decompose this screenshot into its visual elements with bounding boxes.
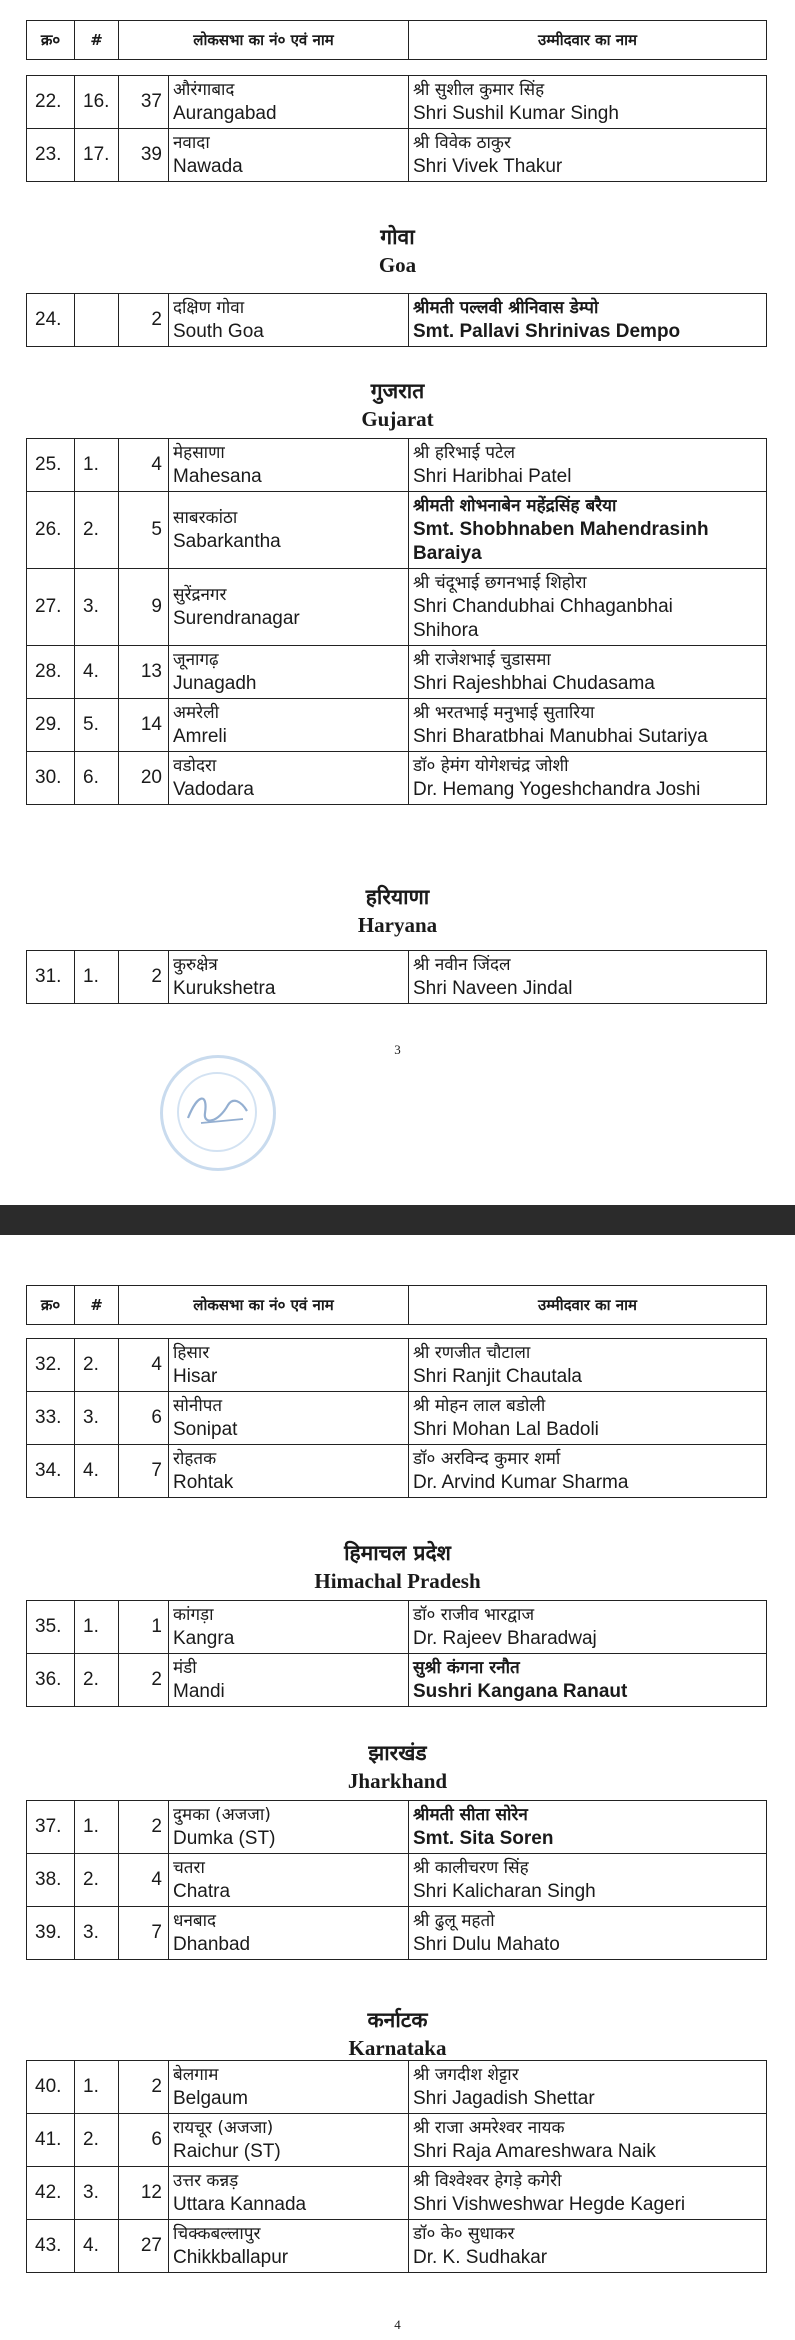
- state-index: 1.: [75, 2061, 119, 2114]
- candidate-name-hindi: डॉ० के० सुधाकर: [413, 2224, 515, 2244]
- constituency-name-hindi: अमरेली: [173, 703, 220, 723]
- candidate-name-english: Shri Ranjit Chautala: [413, 1366, 582, 1387]
- constituency-name-hindi: चिक्कबल्लापुर: [173, 2224, 261, 2244]
- state-name-english: Himachal Pradesh: [314, 1569, 481, 1593]
- constituency-number: 2: [119, 1654, 169, 1707]
- candidate-name: [409, 1445, 767, 1498]
- candidate-name-hindi: श्रीमती शोभनाबेन महेंद्रसिंह बरैया: [413, 496, 617, 516]
- constituency-name: [169, 1854, 409, 1907]
- constituency-number: 6: [119, 1392, 169, 1445]
- table-row: [27, 1854, 767, 1907]
- constituency-number: 6: [119, 2114, 169, 2167]
- state-name-hindi: झारखंड: [368, 1741, 427, 1765]
- constituency-number: 2: [119, 951, 169, 1004]
- state-index: 2.: [75, 1854, 119, 1907]
- candidate-name-hindi: श्री सुशील कुमार सिंह: [413, 80, 545, 100]
- candidate-name: [409, 1907, 767, 1960]
- constituency-name-hindi: सुरेंद्रनगर: [173, 585, 227, 605]
- candidate-name-hindi: श्री नवीन जिंदल: [413, 955, 511, 975]
- page-number: 3: [394, 1042, 401, 1057]
- constituency-name: [169, 1392, 409, 1445]
- serial-number: 39.: [27, 1907, 75, 1960]
- candidate-name-hindi: श्री कालीचरण सिंह: [413, 1858, 529, 1878]
- candidate-name-hindi: श्री रणजीत चौटाला: [413, 1343, 531, 1363]
- constituency-number: 4: [119, 439, 169, 492]
- table-row: [27, 129, 767, 182]
- candidate-name-hindi: डॉ० हेमंग योगेशचंद्र जोशी: [413, 756, 569, 776]
- candidate-name: [409, 752, 767, 805]
- constituency-name: [169, 2114, 409, 2167]
- candidate-name-hindi: श्री ढुलू महतो: [413, 1911, 495, 1931]
- state-index: 1.: [75, 439, 119, 492]
- table-row: [27, 1801, 767, 1854]
- candidate-name-hindi: डॉ० राजीव भारद्वाज: [413, 1605, 535, 1625]
- header-hash: #: [75, 21, 119, 60]
- candidate-table: [26, 293, 767, 347]
- candidate-name-english: Shri Jagadish Shettar: [413, 2088, 595, 2109]
- serial-number: 34.: [27, 1445, 75, 1498]
- candidate-name: [409, 569, 767, 646]
- candidate-table: [26, 438, 767, 805]
- constituency-name-hindi: कुरुक्षेत्र: [173, 955, 218, 975]
- constituency-name-hindi: जूनागढ़: [173, 650, 219, 670]
- constituency-name-english: Chikkballapur: [173, 2247, 289, 2268]
- constituency-name: [169, 2167, 409, 2220]
- candidate-name-hindi: श्री भरतभाई मनुभाई सुतारिया: [413, 703, 595, 723]
- state-index: 6.: [75, 752, 119, 805]
- state-name-hindi: गुजरात: [370, 379, 425, 403]
- candidate-name: [409, 1654, 767, 1707]
- constituency-number: 5: [119, 492, 169, 569]
- candidate-name-english: Dr. Hemang Yogeshchandra Joshi: [413, 779, 701, 800]
- table-row: [27, 1339, 767, 1392]
- serial-number: 41.: [27, 2114, 75, 2167]
- constituency-name-hindi: दक्षिण गोवा: [173, 298, 245, 318]
- serial-number: 31.: [27, 951, 75, 1004]
- constituency-number: 2: [119, 294, 169, 347]
- state-name-english: Gujarat: [361, 407, 434, 431]
- candidate-name-hindi: श्री जगदीश शेट्टार: [413, 2065, 519, 2085]
- constituency-name-english: Rohtak: [173, 1472, 234, 1493]
- constituency-name-hindi: औरंगाबाद: [173, 80, 235, 100]
- constituency-name-english: Junagadh: [173, 673, 257, 694]
- constituency-name: [169, 752, 409, 805]
- candidate-name: [409, 2061, 767, 2114]
- serial-number: 25.: [27, 439, 75, 492]
- constituency-name: [169, 1601, 409, 1654]
- constituency-name-english: Uttara Kannada: [173, 2194, 307, 2215]
- candidate-name-hindi: श्री हरिभाई पटेल: [413, 443, 516, 463]
- candidate-name-english-cont: Baraiya: [413, 543, 482, 564]
- candidate-name-hindi: श्री मोहन लाल बडोली: [413, 1396, 546, 1416]
- constituency-name-english: Hisar: [173, 1366, 218, 1387]
- candidate-name: [409, 492, 767, 569]
- constituency-name: [169, 569, 409, 646]
- serial-number: 36.: [27, 1654, 75, 1707]
- table-row: [27, 439, 767, 492]
- state-index: 4.: [75, 1445, 119, 1498]
- candidate-table: [26, 950, 767, 1004]
- constituency-name: [169, 1339, 409, 1392]
- candidate-name-hindi: श्री चंदूभाई छगनभाई शिहोरा: [413, 573, 587, 593]
- candidate-name-hindi: श्री विवेक ठाकुर: [413, 133, 511, 153]
- constituency-number: 14: [119, 699, 169, 752]
- constituency-name-hindi: कांगड़ा: [173, 1605, 214, 1625]
- state-name-english: Haryana: [357, 913, 438, 937]
- constituency-name: [169, 1654, 409, 1707]
- table-row: [27, 951, 767, 1004]
- constituency-name: [169, 699, 409, 752]
- serial-number: 26.: [27, 492, 75, 569]
- constituency-name-hindi: दुमका (अजजा): [173, 1805, 271, 1825]
- state-index: 1.: [75, 951, 119, 1004]
- candidate-name-english: Smt. Sita Soren: [413, 1828, 554, 1849]
- state-index: 4.: [75, 646, 119, 699]
- constituency-name: [169, 646, 409, 699]
- state-index: 17.: [75, 129, 119, 182]
- constituency-name-hindi: उत्तर कन्नड़: [173, 2171, 239, 2191]
- state-index: 3.: [75, 2167, 119, 2220]
- serial-number: 37.: [27, 1801, 75, 1854]
- table-row: [27, 294, 767, 347]
- candidate-name-hindi: श्री राजा अमरेश्वर नायक: [413, 2118, 565, 2138]
- constituency-name-english: Amreli: [173, 726, 227, 747]
- candidate-name-english: Shri Raja Amareshwara Naik: [413, 2141, 656, 2162]
- constituency-name-hindi: चतरा: [173, 1858, 205, 1878]
- header-constituency: लोकसभा का नं० एवं नाम: [119, 21, 409, 60]
- constituency-name-english: Nawada: [173, 156, 243, 177]
- constituency-name-english: Chatra: [173, 1881, 231, 1902]
- constituency-number: 9: [119, 569, 169, 646]
- state-index: 1.: [75, 1801, 119, 1854]
- candidate-name: [409, 2114, 767, 2167]
- state-name-hindi: हरियाणा: [365, 885, 430, 909]
- constituency-name-hindi: नवादा: [173, 133, 210, 153]
- candidate-name-english: Shri Naveen Jindal: [413, 978, 573, 999]
- candidate-name-english: Shri Bharatbhai Manubhai Sutariya: [413, 726, 708, 747]
- page-separator: [0, 1205, 795, 1235]
- constituency-name: [169, 2061, 409, 2114]
- state-name-english: Goa: [378, 253, 417, 277]
- serial-number: 42.: [27, 2167, 75, 2220]
- candidate-table: [26, 1338, 767, 1498]
- constituency-name-english: Mahesana: [173, 466, 262, 487]
- constituency-number: 20: [119, 752, 169, 805]
- state-name-english: Karnataka: [348, 2036, 447, 2060]
- state-name-english: Jharkhand: [347, 1769, 448, 1793]
- column-header: [26, 20, 767, 60]
- candidate-name: [409, 2220, 767, 2273]
- page-number: 4: [394, 2317, 401, 2332]
- constituency-name-english: Kurukshetra: [173, 978, 276, 999]
- candidate-name-english: Smt. Pallavi Shrinivas Dempo: [413, 321, 681, 342]
- constituency-name: [169, 294, 409, 347]
- candidate-name-english: Shri Sushil Kumar Singh: [413, 103, 619, 124]
- state-heading-gujarat: [0, 376, 795, 432]
- serial-number: 24.: [27, 294, 75, 347]
- candidate-name: [409, 1601, 767, 1654]
- candidate-name-english: Shri Rajeshbhai Chudasama: [413, 673, 655, 694]
- table-row: [27, 76, 767, 129]
- official-seal: [160, 1055, 276, 1171]
- candidate-table: [26, 2060, 767, 2273]
- state-heading-haryana: [0, 882, 795, 938]
- candidate-name-english: Shri Vivek Thakur: [413, 156, 563, 177]
- constituency-name: [169, 439, 409, 492]
- candidate-name-english: Shri Mohan Lal Badoli: [413, 1419, 599, 1440]
- table-row: [27, 2220, 767, 2273]
- state-index: 3.: [75, 569, 119, 646]
- serial-number: 35.: [27, 1601, 75, 1654]
- table-row: [27, 646, 767, 699]
- candidate-name-english: Shri Chandubhai Chhaganbhai: [413, 596, 673, 617]
- candidate-name-english: Dr. Rajeev Bharadwaj: [413, 1628, 597, 1649]
- table-row: [27, 492, 767, 569]
- constituency-name: [169, 951, 409, 1004]
- candidate-name: [409, 699, 767, 752]
- table-row: [27, 2114, 767, 2167]
- constituency-name: [169, 76, 409, 129]
- state-index: 16.: [75, 76, 119, 129]
- candidate-name: [409, 439, 767, 492]
- constituency-name: [169, 1907, 409, 1960]
- serial-number: 29.: [27, 699, 75, 752]
- constituency-number: 37: [119, 76, 169, 129]
- constituency-name-english: Dhanbad: [173, 1934, 251, 1955]
- candidate-name: [409, 1801, 767, 1854]
- constituency-name-hindi: बेलगाम: [173, 2065, 219, 2085]
- table-row: [27, 1445, 767, 1498]
- constituency-name-english: Mandi: [173, 1681, 225, 1702]
- column-header: [26, 1285, 767, 1325]
- candidate-name: [409, 646, 767, 699]
- constituency-name-english: Dumka (ST): [173, 1828, 276, 1849]
- serial-number: 22.: [27, 76, 75, 129]
- header-candidate: उम्मीदवार का नाम: [409, 21, 767, 60]
- header-serial: क्र०: [27, 1286, 75, 1325]
- state-index: 3.: [75, 1907, 119, 1960]
- candidate-name: [409, 76, 767, 129]
- constituency-number: 1: [119, 1601, 169, 1654]
- constituency-name-english: Sabarkantha: [173, 531, 281, 552]
- constituency-name-english: Raichur (ST): [173, 2141, 281, 2162]
- constituency-name: [169, 1801, 409, 1854]
- candidate-name-english: Shri Vishweshwar Hegde Kageri: [413, 2194, 686, 2215]
- table-row: [27, 569, 767, 646]
- candidate-name: [409, 1392, 767, 1445]
- constituency-name: [169, 492, 409, 569]
- candidate-name-hindi: श्रीमती पल्लवी श्रीनिवास डेम्पो: [413, 298, 599, 318]
- constituency-name-english: Kangra: [173, 1628, 235, 1649]
- header-constituency: लोकसभा का नं० एवं नाम: [119, 1286, 409, 1325]
- state-name-hindi: हिमाचल प्रदेश: [344, 1541, 451, 1565]
- constituency-name-hindi: सोनीपत: [173, 1396, 223, 1416]
- candidate-name: [409, 1854, 767, 1907]
- candidate-name-hindi: श्रीमती सीता सोरेन: [413, 1805, 528, 1825]
- candidate-name: [409, 129, 767, 182]
- table-row: [27, 2061, 767, 2114]
- candidate-name-english: Dr. K. Sudhakar: [413, 2247, 548, 2268]
- constituency-name-hindi: हिसार: [173, 1343, 210, 1363]
- constituency-name: [169, 129, 409, 182]
- state-heading-goa: [0, 222, 795, 278]
- constituency-number: 13: [119, 646, 169, 699]
- constituency-name-hindi: धनबाद: [173, 1911, 217, 1931]
- table-row: [27, 699, 767, 752]
- constituency-number: 7: [119, 1445, 169, 1498]
- constituency-number: 2: [119, 1801, 169, 1854]
- constituency-number: 39: [119, 129, 169, 182]
- state-index: 5.: [75, 699, 119, 752]
- serial-number: 33.: [27, 1392, 75, 1445]
- serial-number: 32.: [27, 1339, 75, 1392]
- constituency-name-english: Belgaum: [173, 2088, 248, 2109]
- signature-icon: [183, 1083, 253, 1133]
- candidate-name-hindi: श्री विश्वेश्वर हेगड़े कगेरी: [413, 2171, 562, 2191]
- serial-number: 43.: [27, 2220, 75, 2273]
- table-row: [27, 1654, 767, 1707]
- constituency-name-hindi: साबरकांठा: [173, 508, 238, 528]
- constituency-number: 4: [119, 1339, 169, 1392]
- constituency-name-hindi: वडोदरा: [173, 756, 217, 776]
- serial-number: 30.: [27, 752, 75, 805]
- state-heading-karnataka: [0, 2005, 795, 2061]
- candidate-name: [409, 2167, 767, 2220]
- constituency-name-english: Vadodara: [173, 779, 254, 800]
- header-hash: #: [75, 1286, 119, 1325]
- document-page-4: [0, 1235, 795, 2340]
- constituency-number: 12: [119, 2167, 169, 2220]
- table-row: [27, 1907, 767, 1960]
- constituency-name-hindi: मंडी: [173, 1658, 197, 1678]
- table-row: [27, 1601, 767, 1654]
- constituency-name-hindi: मेहसाणा: [173, 443, 225, 463]
- constituency-name: [169, 1445, 409, 1498]
- state-index: [75, 294, 119, 347]
- state-heading-himachal: [0, 1538, 795, 1594]
- candidate-table: [26, 1600, 767, 1707]
- candidate-table: [26, 1800, 767, 1960]
- state-index: 1.: [75, 1601, 119, 1654]
- candidate-name-english: Sushri Kangana Ranaut: [413, 1681, 628, 1702]
- candidate-name-english: Shri Haribhai Patel: [413, 466, 572, 487]
- candidate-name-hindi: सुश्री कंगना रनौत: [413, 1658, 520, 1678]
- state-index: 2.: [75, 1654, 119, 1707]
- state-name-hindi: कर्नाटक: [367, 2008, 428, 2032]
- state-index: 2.: [75, 1339, 119, 1392]
- constituency-name-english: Sonipat: [173, 1419, 238, 1440]
- candidate-table: [26, 75, 767, 182]
- serial-number: 40.: [27, 2061, 75, 2114]
- state-index: 2.: [75, 492, 119, 569]
- constituency-name-english: Aurangabad: [173, 103, 277, 124]
- state-index: 3.: [75, 1392, 119, 1445]
- state-name-hindi: गोवा: [380, 225, 415, 249]
- constituency-name-hindi: रायचूर (अजजा): [173, 2118, 274, 2138]
- constituency-number: 4: [119, 1854, 169, 1907]
- candidate-name-english-cont: Shihora: [413, 620, 479, 641]
- serial-number: 38.: [27, 1854, 75, 1907]
- header-serial: क्र०: [27, 21, 75, 60]
- candidate-name-english: Smt. Shobhnaben Mahendrasinh: [413, 519, 709, 540]
- candidate-name-english: Shri Dulu Mahato: [413, 1934, 560, 1955]
- constituency-name-english: Surendranagar: [173, 608, 300, 629]
- table-row: [27, 752, 767, 805]
- state-index: 2.: [75, 2114, 119, 2167]
- constituency-name-hindi: रोहतक: [173, 1449, 217, 1469]
- constituency-name-english: South Goa: [173, 321, 264, 342]
- candidate-name: [409, 294, 767, 347]
- candidate-name: [409, 951, 767, 1004]
- candidate-name-english: Shri Kalicharan Singh: [413, 1881, 596, 1902]
- constituency-name: [169, 2220, 409, 2273]
- state-index: 4.: [75, 2220, 119, 2273]
- header-candidate: उम्मीदवार का नाम: [409, 1286, 767, 1325]
- table-row: [27, 2167, 767, 2220]
- constituency-number: 27: [119, 2220, 169, 2273]
- candidate-name-hindi: श्री राजेशभाई चुडासमा: [413, 650, 551, 670]
- serial-number: 27.: [27, 569, 75, 646]
- serial-number: 23.: [27, 129, 75, 182]
- serial-number: 28.: [27, 646, 75, 699]
- candidate-name: [409, 1339, 767, 1392]
- table-row: [27, 1392, 767, 1445]
- constituency-number: 2: [119, 2061, 169, 2114]
- candidate-name-english: Dr. Arvind Kumar Sharma: [413, 1472, 629, 1493]
- candidate-name-hindi: डॉ० अरविन्द कुमार शर्मा: [413, 1449, 561, 1469]
- state-heading-jharkhand: [0, 1738, 795, 1794]
- constituency-number: 7: [119, 1907, 169, 1960]
